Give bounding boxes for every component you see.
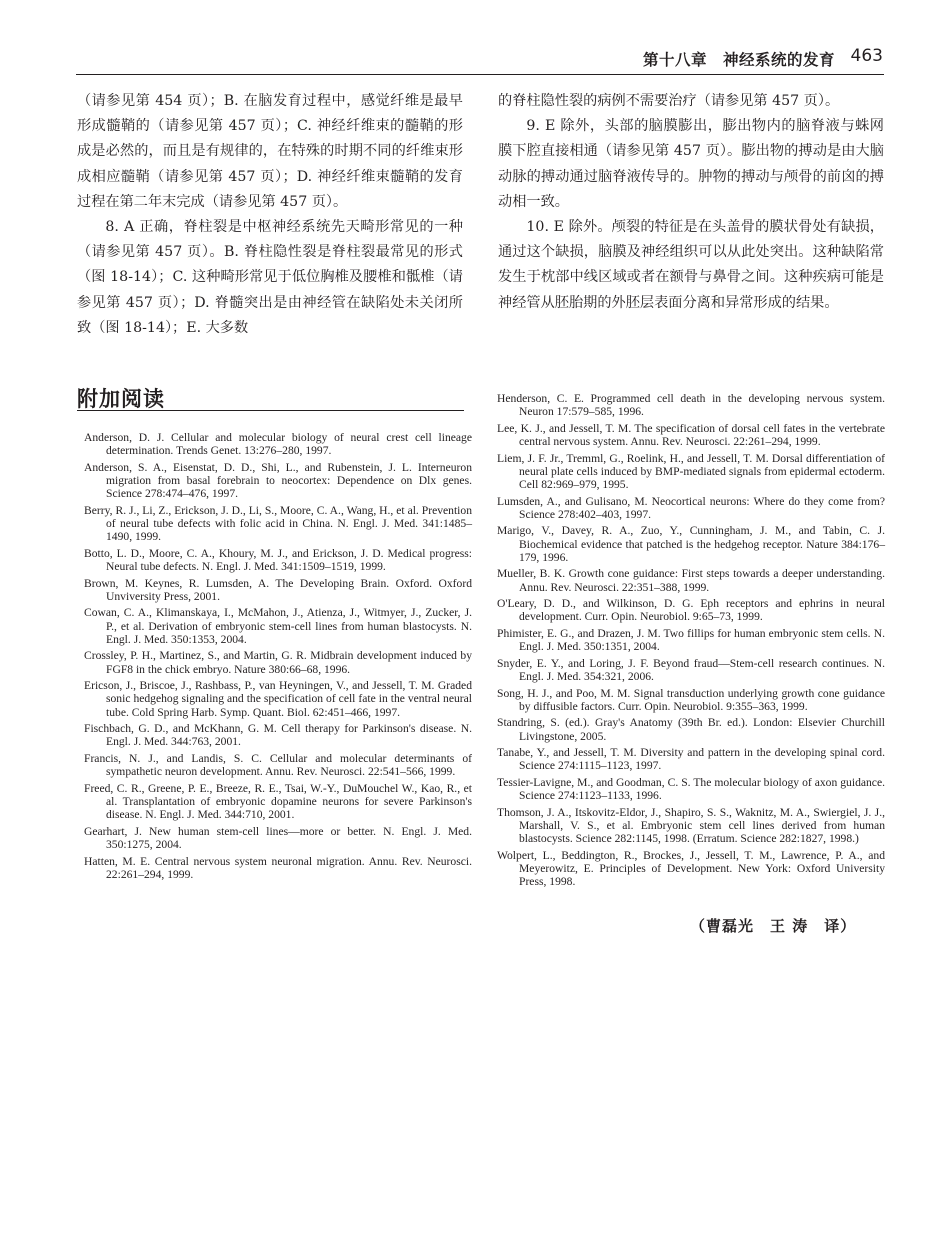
reference-item: Lee, K. J., and Jessell, T. M. The specification of dorsal cell fates in the vertebrate central nervous system. Annu. Rev. Neurosci. 22:261–294, 1999.	[497, 421, 885, 448]
reference-item: Liem, J. F. Jr., Tremml, G., Roelink, H., and Jessell, T. M. Dorsal differentiation of neural plate cells induced by BMP-mediated signals from epidermal ectoderm. Cell 82:969–979, 1995.	[497, 451, 885, 491]
answer-paragraph: 9. E 除外，头部的脑膜膨出，膨出物内的脑脊液与蛛网膜下腔直接相通（请参见第 457 页）。膨出物的搏动是由大脑动脉的搏动通过脑脊液传导的。肿物的搏动与颅骨的前囟的搏动相一致。	[498, 118, 884, 210]
reference-item: Fischbach, G. D., and McKhann, G. M. Cell therapy for Parkinson's disease. N. Engl. J. Med. 344:763, 2001.	[84, 722, 472, 749]
reference-item: Snyder, E. Y., and Loring, J. F. Beyond fraud—Stem-cell research continues. N. Engl. J. Med. 354:321, 2006.	[497, 656, 885, 683]
reference-item: Henderson, C. E. Programmed cell death in the developing nervous system. Neuron 17:579–585, 1996.	[497, 392, 885, 419]
page-header	[0, 0, 950, 80]
answer-paragraph: 10. E 除外。颅裂的特征是在头盖骨的膜状骨处有缺损，通过这个缺损，脑膜及神经组织可以从此处突出。这种缺陷常发生于枕部中线区域或者在额骨与鼻骨之间。这种疾病可能是神经管从胚胎期的外胚层表面分离和异常形成的结果。	[498, 219, 884, 311]
header-rule	[76, 74, 884, 75]
reference-item: Hatten, M. E. Central nervous system neuronal migration. Annu. Rev. Neurosci. 22:261–294, 1999.	[84, 854, 472, 881]
page-number: 463	[850, 46, 883, 66]
reference-item: Lumsden, A., and Gulisano, M. Neocortical neurons: Where do they come from? Science 278:402–403, 1997.	[497, 494, 885, 521]
reference-item: Tessier-Lavigne, M., and Goodman, C. S. The molecular biology of axon guidance. Science 274:1123–1133, 1996.	[497, 775, 885, 803]
reference-item: Francis, N. J., and Landis, S. C. Cellular and molecular determinants of sympathetic neuron development. Annu. Rev. Neurosci. 22:541–566, 1999.	[84, 751, 472, 779]
right-column-text	[498, 89, 884, 316]
section-title: 附加阅读	[77, 387, 165, 411]
reference-list-right	[497, 392, 885, 892]
reference-list-left	[84, 431, 472, 884]
reference-item: Gearhart, J. New human stem-cell lines—more or better. N. Engl. J. Med. 350:1275, 2004.	[84, 824, 472, 851]
reference-item: Phimister, E. G., and Drazen, J. M. Two fillips for human embryonic stem cells. N. Engl. J. Med. 350:1351, 2004.	[497, 626, 885, 654]
reference-item: Wolpert, L., Beddington, R., Brockes, J., Jessell, T. M., Lawrence, P. A., and Meyerowitz, E. Principles of Development. New York: Oxford University Press, 1998.	[497, 848, 885, 889]
reference-item: Freed, C. R., Greene, P. E., Breeze, R. E., Tsai, W.-Y., DuMouchel W., Kao, R., et al. Transplantation of embryonic dopamine neurons for severe Parkinson's disease. N. Engl. J. Med. 344:710, 2001.	[84, 781, 472, 822]
reference-item: Crossley, P. H., Martinez, S., and Martin, G. R. Midbrain development induced by FGF8 in the chick embryo. Nature 380:66–68, 1996.	[84, 649, 472, 676]
reference-item: Anderson, D. J. Cellular and molecular biology of neural crest cell lineage determination. Trends Genet. 13:276–280, 1997.	[84, 431, 472, 458]
reference-item: Standring, S. (ed.). Gray's Anatomy (39th Br. ed.). London: Elsevier Churchill Livingstone, 2005.	[497, 716, 885, 743]
answer-paragraph: 8. A 正确，脊柱裂是中枢神经系统先天畸形常见的一种（请参见第 457 页）。B. 脊柱隐性裂是脊柱裂最常见的形式（图 18-14）；C. 这种畸形常见于低位胸椎及腰椎和骶椎（请参见第 457 页）；D. 脊髓突出是由神经管在缺陷处未关闭所致（图 18-14）；E. 大多数	[77, 219, 463, 336]
reference-item: Cowan, C. A., Klimanskaya, I., McMahon, J., Atienza, J., Witmyer, J., Zucker, J. P., et al. Derivation of embryonic stem-cell lines from human blastocysts. N. Engl. J. Med. 350:1353, 2004.	[84, 606, 472, 646]
reference-item: Tanabe, Y., and Jessell, T. M. Diversity and pattern in the developing spinal cord. Science 274:1115–1123, 1997.	[497, 746, 885, 773]
reference-item: Marigo, V., Davey, R. A., Zuo, Y., Cunningham, J. M., and Tabin, C. J. Biochemical evidence that patched is the hedgehog receptor. Nature 384:176–179, 1996.	[497, 524, 885, 564]
reference-item: Botto, L. D., Moore, C. A., Khoury, M. J., and Erickson, J. D. Medical progress: Neural tube defects. N. Engl. J. Med. 341:1509–1519, 1999.	[84, 546, 472, 573]
answer-paragraph: （请参见第 454 页）；B. 在脑发育过程中，感觉纤维是最早形成髓鞘的（请参见第 457 页）；C. 神经纤维束的髓鞘的形成是必然的，而且是有规律的，在特殊的时期不同的纤维束形成相应髓鞘（请参见第 457 页）；D. 神经纤维束髓鞘的发育过程在第二年末完成（请参见第 457 页）。	[77, 93, 463, 210]
chapter-title: 第十八章 神经系统的发育	[642, 51, 835, 69]
section-rule	[77, 410, 464, 411]
reference-item: O'Leary, D. D., and Wilkinson, D. G. Eph receptors and ephrins in neural development. Curr. Opin. Neurobiol. 9:65–73, 1999.	[497, 597, 885, 624]
reference-item: Brown, M. Keynes, R. Lumsden, A. The Developing Brain. Oxford. Oxford Unviversity Press, 2001.	[84, 576, 472, 603]
reference-item: Anderson, S. A., Eisenstat, D. D., Shi, L., and Rubenstein, J. L. Interneuron migration from basal forebrain to neocortex: Dependence on Dlx genes. Science 278:474–476, 1997.	[84, 460, 472, 501]
left-column-text	[77, 89, 463, 341]
answer-paragraph: 的脊柱隐性裂的病例不需要治疗（请参见第 457 页）。	[498, 93, 840, 109]
translator-credit: （曹磊光 王 涛 译）	[690, 917, 857, 935]
reference-item: Thomson, J. A., Itskovitz-Eldor, J., Shapiro, S. S., Waknitz, M. A., Swiergiel, J. J., Marshall, V. S., et al. Embryonic stem cell lines derived from human blastocysts. Science 282:1145, 1998. (Erratum. Science 282:1827, 1998.)	[497, 805, 885, 846]
reference-item: Ericson, J., Briscoe, J., Rashbass, P., van Heyningen, V., and Jessell, T. M. Graded sonic hedgehog signaling and the specification of cell fate in the ventral neural tube. Cold Spring Harb. Symp. Quant. Biol. 62:451–466, 1997.	[84, 679, 472, 719]
reference-item: Song, H. J., and Poo, M. M. Signal transduction underlying growth cone guidance by diffusible factors. Curr. Opin. Neurobiol. 9:355–363, 1999.	[497, 686, 885, 713]
reference-item: Berry, R. J., Li, Z., Erickson, J. D., Li, S., Moore, C. A., Wang, H., et al. Prevention of neural tube defects with folic acid in China. N. Engl. J. Med. 341:1485–1490, 1999.	[84, 503, 472, 544]
reference-item: Mueller, B. K. Growth cone guidance: First steps towards a deeper understanding. Annu. Rev. Neurosci. 22:351–388, 1999.	[497, 567, 885, 594]
